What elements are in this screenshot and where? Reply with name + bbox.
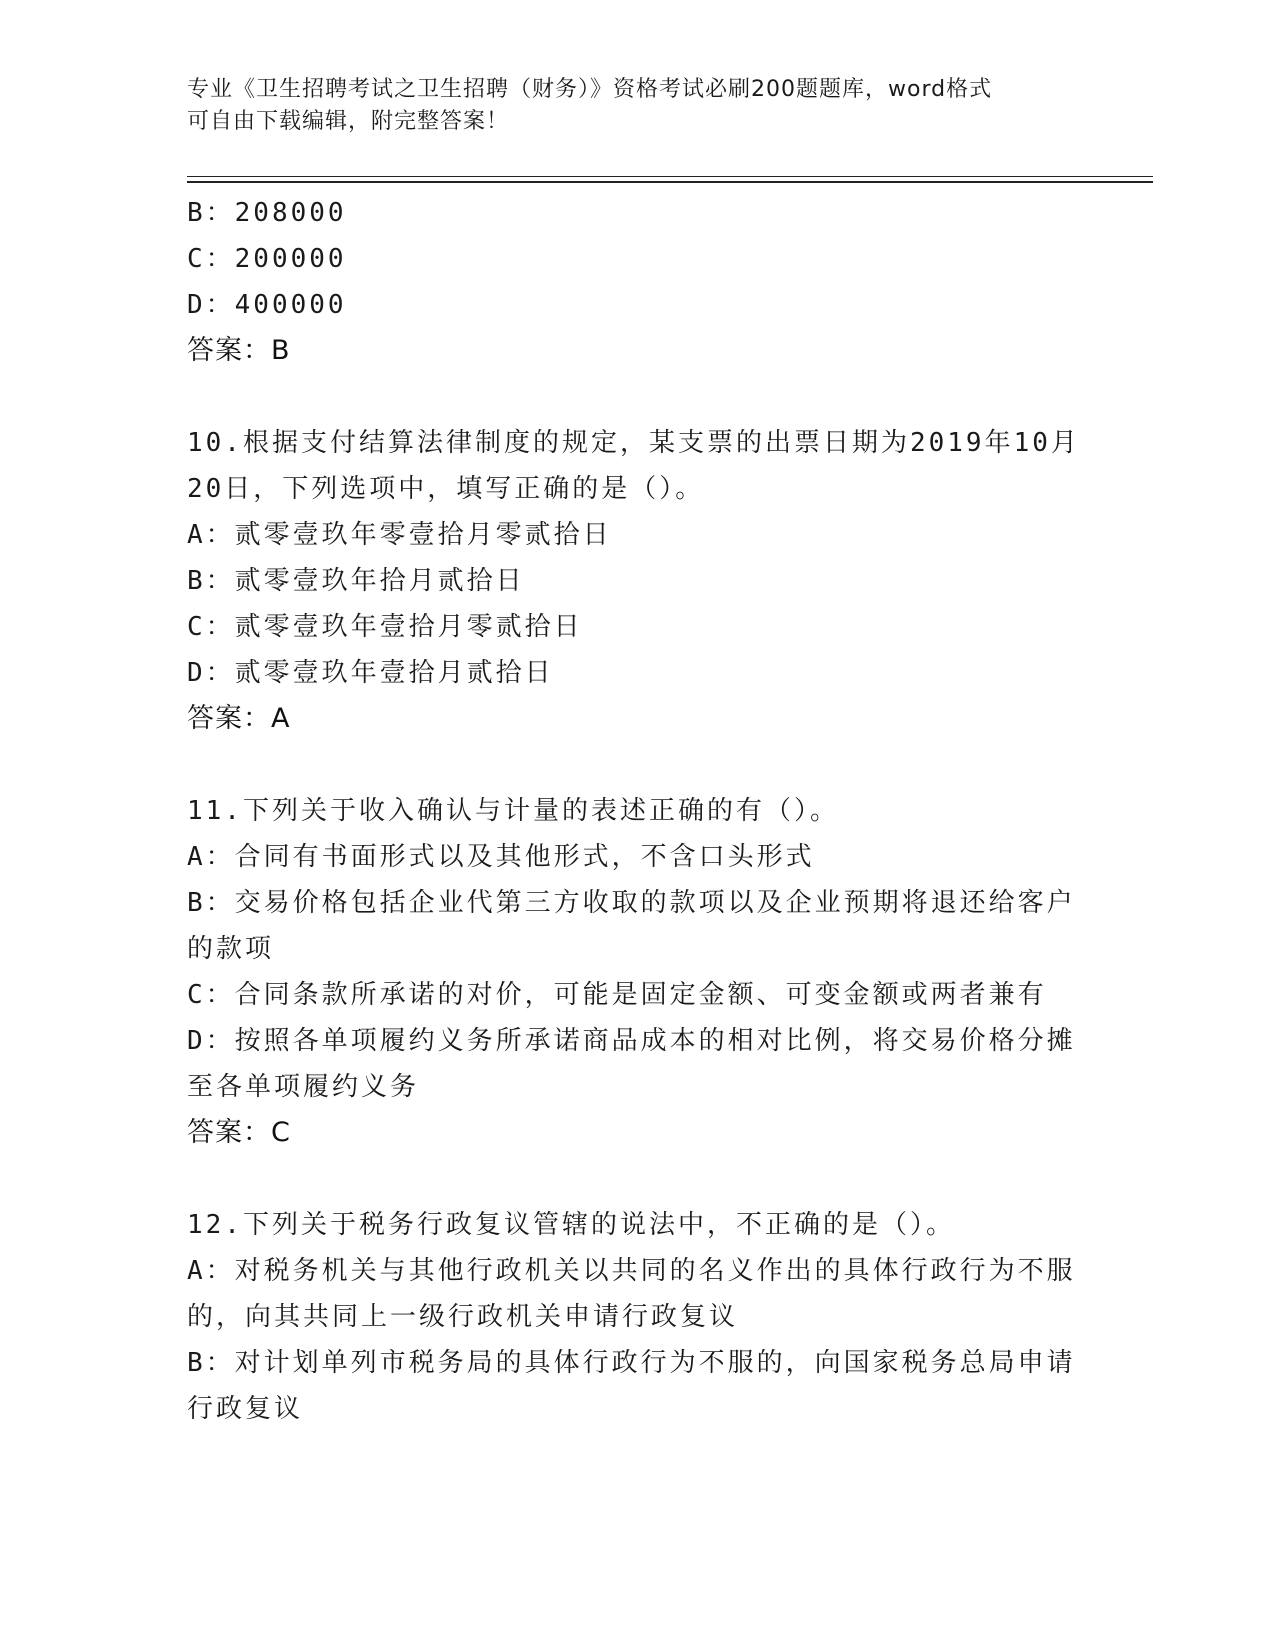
option-b: B：贰零壹玖年拾月贰拾日 bbox=[187, 566, 525, 596]
header-divider-thick bbox=[187, 181, 1153, 183]
answer-line: 答案：C bbox=[187, 1117, 291, 1148]
option-b: B：交易价格包括企业代第三方收取的款项以及企业预期将退还给客户 bbox=[187, 888, 1076, 918]
question-content bbox=[187, 190, 1087, 1432]
document-header bbox=[187, 74, 1067, 138]
option-d: D：400000 bbox=[187, 290, 347, 320]
option-c: C：200000 bbox=[187, 244, 347, 274]
header-title-line-1: 专业《卫生招聘考试之卫生招聘（财务）》资格考试必刷200题题库，word格式 bbox=[187, 77, 993, 102]
answer-line: 答案：B bbox=[187, 335, 291, 366]
option-a: A：贰零壹玖年零壹拾月零贰拾日 bbox=[187, 520, 612, 550]
option-d-continued: 至各单项履约义务 bbox=[187, 1072, 420, 1102]
question-9 bbox=[187, 190, 1087, 374]
option-a-continued: 的，向其共同上一级行政机关申请行政复议 bbox=[187, 1302, 739, 1332]
header-title-line-2: 可自由下载编辑，附完整答案！ bbox=[187, 109, 510, 134]
question-stem-line: 12.下列关于税务行政复议管辖的说法中，不正确的是（）。 bbox=[187, 1210, 955, 1240]
spacer bbox=[187, 374, 1087, 420]
header-divider-thin bbox=[187, 176, 1153, 177]
question-10 bbox=[187, 420, 1087, 742]
question-stem-line: 11.下列关于收入确认与计量的表述正确的有（）。 bbox=[187, 796, 839, 826]
option-c: C：贰零壹玖年壹拾月零贰拾日 bbox=[187, 612, 583, 642]
option-b-continued: 的款项 bbox=[187, 934, 275, 964]
option-d: D：按照各单项履约义务所承诺商品成本的相对比例，将交易价格分摊 bbox=[187, 1026, 1076, 1056]
spacer bbox=[187, 742, 1087, 788]
option-a: A：对税务机关与其他行政机关以共同的名义作出的具体行政行为不服 bbox=[187, 1256, 1076, 1286]
option-b: B：对计划单列市税务局的具体行政行为不服的，向国家税务总局申请 bbox=[187, 1348, 1076, 1378]
question-stem-line: 20日，下列选项中，填写正确的是（）。 bbox=[187, 474, 705, 504]
spacer bbox=[187, 1156, 1087, 1202]
question-11 bbox=[187, 788, 1087, 1156]
question-stem-line: 10.根据支付结算法律制度的规定，某支票的出票日期为2019年10月 bbox=[187, 428, 1080, 458]
question-12 bbox=[187, 1202, 1087, 1432]
option-c: C：合同条款所承诺的对价，可能是固定金额、可变金额或两者兼有 bbox=[187, 980, 1047, 1010]
option-b-continued: 行政复议 bbox=[187, 1394, 304, 1424]
option-b: B：208000 bbox=[187, 198, 347, 228]
answer-line: 答案：A bbox=[187, 703, 291, 734]
option-d: D：贰零壹玖年壹拾月贰拾日 bbox=[187, 658, 554, 688]
option-a: A：合同有书面形式以及其他形式，不含口头形式 bbox=[187, 842, 815, 872]
